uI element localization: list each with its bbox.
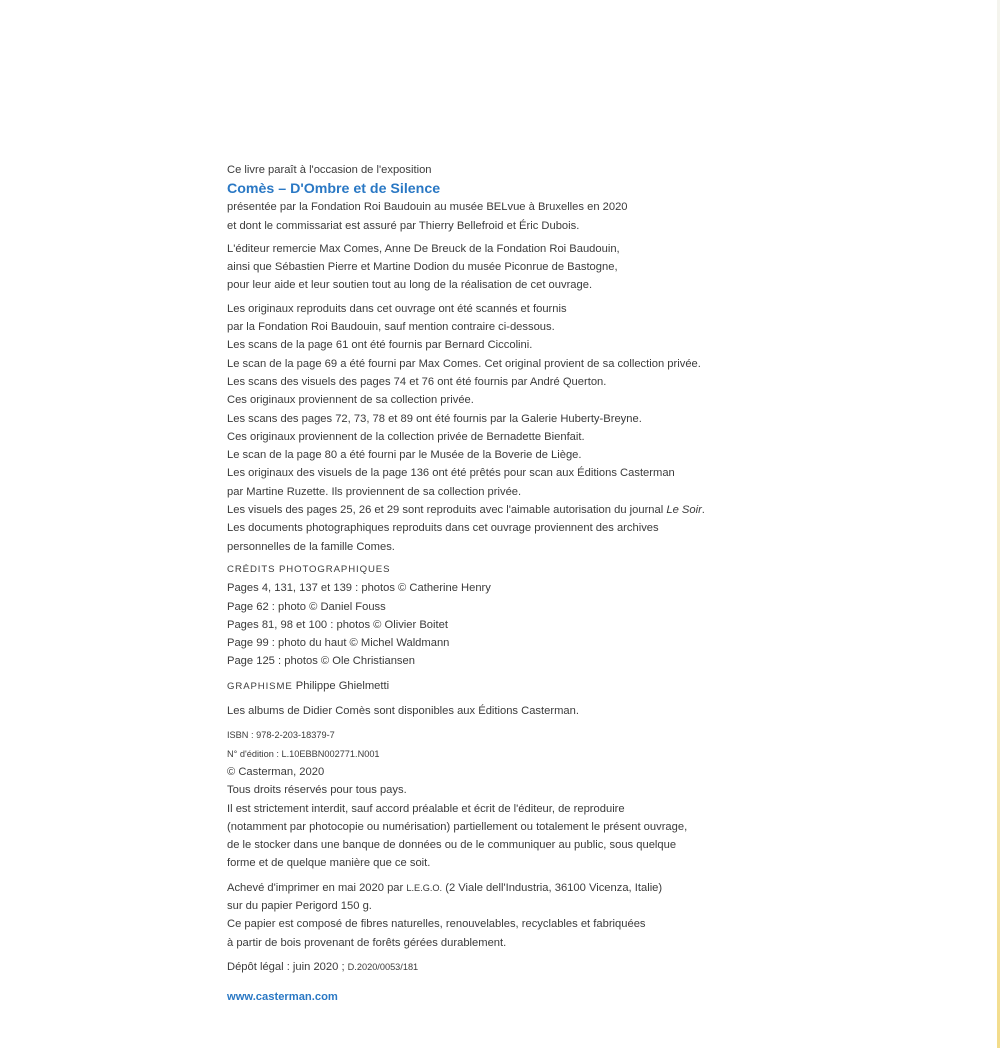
graphisme-name: Philippe Ghielmetti <box>295 679 390 692</box>
credit-line: Page 99 : photo du haut © Michel Waldmann <box>227 637 450 650</box>
originals-line: par la Fondation Roi Baudouin, sauf mention contraire ci-dessous. <box>227 321 555 334</box>
printing-text: Achevé d'imprimer en mai 2020 par <box>227 881 407 894</box>
copyright-line: de le stocker dans une banque de données ou de le communiquer au public, sous quelque <box>227 839 677 852</box>
edition-label: N° d'édition : <box>227 748 282 759</box>
copyright-line: © Casterman, 2020 <box>227 765 325 778</box>
edition-code: L.10EBBN002771.N001 <box>281 748 380 759</box>
intro-line-2: présentée par la Fondation Roi Baudouin au musée BELvue à Bruxelles en 2020 <box>227 201 628 214</box>
printing-line: sur du papier Perigord 150 g. <box>227 899 372 912</box>
intro-line-1: Ce livre paraît à l'occasion de l'exposition <box>227 164 432 176</box>
printer-address: (2 Viale dell'Industria, 36100 Vicenza, Italie) <box>442 881 663 894</box>
credit-line: Page 125 : photos © Ole Christiansen <box>227 655 415 668</box>
le-soir-period: . <box>701 504 705 517</box>
credit-line: Pages 4, 131, 137 et 139 : photos © Catherine Henry <box>227 582 491 595</box>
credit-line: Page 62 : photo © Daniel Fouss <box>227 600 386 613</box>
albums-line: Les albums de Didier Comès sont disponibles aux Éditions Casterman. <box>227 705 579 718</box>
depot-label: Dépôt légal : juin 2020 ; <box>227 960 348 973</box>
copyright-line: Tous droits réservés pour tous pays. <box>227 784 407 797</box>
credit-line: Pages 81, 98 et 100 : photos © Olivier Boitet <box>227 618 448 631</box>
isbn-line: ISBN : 978-2-203-18379-7 <box>227 730 335 741</box>
copyright-line: (notamment par photocopie ou numérisation) partiellement ou totalement le présent ouvrage, <box>227 820 688 833</box>
printing-line <box>227 879 787 897</box>
originals-line: Le scan de la page 69 a été fourni par Max Comes. Cet original provient de sa collection privée. <box>227 357 701 370</box>
graphisme-label: GRAPHISME <box>227 680 293 692</box>
le-soir-journal: Le Soir <box>666 504 702 517</box>
originals-line: Ces originaux proviennent de sa collection privée. <box>227 394 474 407</box>
printer-name: L.E.G.O. <box>406 882 443 893</box>
originals-line: Le scan de la page 80 a été fourni par le Musée de la Boverie de Liège. <box>227 449 582 462</box>
originals-line: Les originaux reproduits dans cet ouvrage ont été scannés et fournis <box>227 302 567 315</box>
originals-line: Les originaux des visuels de la page 136 ont été prêtés pour scan aux Éditions Casterman <box>227 467 675 480</box>
thanks-line: pour leur aide et leur soutien tout au long de la réalisation de cet ouvrage. <box>227 279 593 292</box>
depot-code: D.2020/0053/181 <box>347 961 419 972</box>
website-link[interactable]: www.casterman.com <box>227 991 338 1004</box>
depot-line <box>227 958 787 976</box>
credits-heading: CRÉDITS PHOTOGRAPHIQUES <box>227 563 391 575</box>
originals-line: Les scans des visuels des pages 74 et 76 ont été fournis par André Querton. <box>227 375 607 388</box>
originals-line: Ces originaux proviennent de la collection privée de Bernadette Bienfait. <box>227 430 585 443</box>
copyright-line: Il est strictement interdit, sauf accord préalable et écrit de l'éditeur, de reproduire <box>227 802 625 815</box>
archives-line: personnelles de la famille Comes. <box>227 540 395 553</box>
le-soir-line <box>227 501 787 519</box>
originals-line: Les scans de la page 61 ont été fournis par Bernard Ciccolini. <box>227 339 533 352</box>
thanks-line: L'éditeur remercie Max Comes, Anne De Breuck de la Fondation Roi Baudouin, <box>227 242 620 255</box>
originals-line: par Martine Ruzette. Ils proviennent de sa collection privée. <box>227 485 522 498</box>
intro-line-3: et dont le commissariat est assuré par Thierry Bellefroid et Éric Dubois. <box>227 219 580 232</box>
colophon <box>227 161 787 1006</box>
printing-line: Ce papier est composé de fibres naturelles, renouvelables, recyclables et fabriquées <box>227 918 646 931</box>
exhibition-title: Comès – D'Ombre et de Silence <box>227 181 441 198</box>
le-soir-text: Les visuels des pages 25, 26 et 29 sont reproduits avec l'aimable autorisation du journal <box>227 504 667 517</box>
archives-line: Les documents photographiques reproduits dans cet ouvrage proviennent des archives <box>227 522 659 535</box>
thanks-line: ainsi que Sébastien Pierre et Martine Dodion du musée Piconrue de Bastogne, <box>227 261 618 274</box>
edition-line <box>227 745 787 763</box>
graphisme-line <box>227 677 787 696</box>
originals-line: Les scans des pages 72, 73, 78 et 89 ont été fournis par la Galerie Huberty-Breyne. <box>227 412 642 425</box>
printing-line: à partir de bois provenant de forêts gérées durablement. <box>227 936 507 949</box>
copyright-line: forme et de quelque manière que ce soit. <box>227 857 431 870</box>
